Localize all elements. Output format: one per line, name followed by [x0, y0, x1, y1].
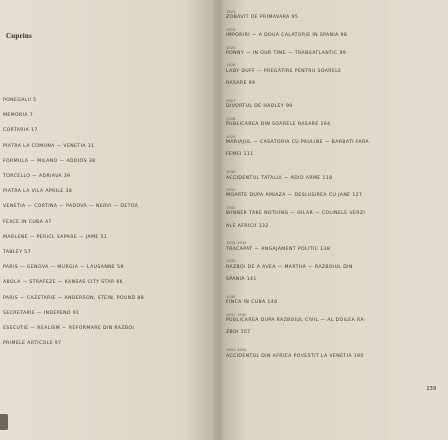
toc-entry: [226, 10, 298, 21]
toc-entry: [3, 144, 94, 149]
entry-title: MOARTE DUPA AMIAZA — DESLUSIREA CU JANE 127: [226, 193, 363, 199]
toc-entry: [3, 311, 79, 316]
toc-entry: [3, 113, 33, 118]
entry-year: 1923: [226, 10, 236, 14]
toc-entry: [226, 277, 257, 282]
toc-entry: [3, 341, 61, 346]
entry-title: ZBOI 157: [226, 330, 251, 336]
left-page: [0, 0, 218, 440]
entry-title: RAZBOI DE A AVEA — MARTHA — RAZBOIUL DIN: [226, 264, 353, 270]
toc-entry: [226, 188, 362, 199]
toc-entry: [3, 174, 70, 179]
entry-title: SECRETARIE — INDEPEND 91: [3, 310, 80, 316]
toc-entry: [226, 63, 341, 74]
toc-entry: [3, 250, 31, 255]
entry-title: WINNER TAKE NOTHING — HILAR — COLINELE VERZI: [226, 211, 366, 217]
toc-entry: [226, 152, 254, 157]
entry-year: 1927: [226, 99, 236, 103]
entry-title: PARIS — CAZETARIE — ANDERSON, STEIN, POUND 88: [3, 295, 145, 301]
entry-title: TORCELLO — ADRIAVA 39: [3, 174, 71, 179]
toc-entry: [226, 81, 255, 86]
page-number: 239: [426, 386, 436, 392]
entry-title: IMPORIRI — A DOUA CALATORIE IN SPANIA 98: [226, 33, 348, 39]
toc-entry: [226, 135, 369, 146]
toc-entry: [3, 159, 95, 164]
entry-title: VENETIA — CORTINA — PADOVA — NERVI — DETOA: [3, 204, 139, 210]
entry-title: CORTARIA 17: [3, 128, 38, 134]
entry-title: RASARE 99: [226, 81, 256, 87]
toc-entry: [3, 265, 124, 270]
entry-title: ZOBAVIT DE PRIMAVARA 95: [226, 15, 299, 21]
entry-title: PIATRA LA VILA APRILE 38: [3, 189, 73, 195]
entry-title: FEMEI 111: [226, 152, 254, 158]
toc-entry: [3, 98, 36, 103]
entry-title: PUBLICAREA DIN SOARELE RASARE 104: [226, 122, 331, 128]
entry-title: ACCIDENTUL DIN AFRICA POVESTIT LA VENETIA 190: [226, 353, 364, 359]
toc-entry: [3, 189, 72, 194]
toc-entry: [226, 206, 365, 217]
entry-year: 1935: [226, 259, 236, 264]
entry-title: SPANIA 141: [226, 277, 257, 282]
toc-entry: [226, 348, 364, 359]
toc-entry: [226, 259, 353, 270]
toc-entry: [226, 46, 346, 57]
toc-entry: [3, 235, 107, 240]
entry-title: ABOLA — STRAFEZE — KANSAS CITY STAR 66: [3, 280, 123, 286]
entry-year: 1924: [226, 27, 236, 32]
toc-entry: [3, 128, 38, 133]
toc-entry: [3, 280, 123, 285]
entry-title: TABLEY 57: [3, 250, 31, 255]
entry-title: MEMORIA 7: [3, 113, 34, 119]
entry-year: 1936: [226, 294, 236, 299]
entry-title: LADY DUFF — PREGATIRE PENTRU SOARELE: [226, 68, 342, 74]
entry-title: MARLENE — PERICL SAPARE — JAME 51: [3, 234, 108, 240]
entry-title: PRIMELE ARTICOLE 97: [3, 341, 62, 347]
entry-title: PUBLICAREA DUPA RAZBOIUL CIVIL — AL DOILEA RA-: [226, 318, 366, 323]
entry-year: 1933-1934: [226, 241, 247, 246]
entry-title: FEXCE IN CUBA 47: [3, 219, 52, 225]
entry-year: 1941-1945: [226, 348, 247, 353]
toc-entry: [226, 117, 330, 128]
right-page: [218, 0, 448, 440]
toc-entry: [226, 295, 277, 306]
bookmark-tab: [0, 414, 8, 430]
entry-title: ESECUTIE — REALISM — REFORMARE DIN RAZBOI: [3, 326, 135, 331]
toc-entry: [226, 241, 330, 252]
entry-title: PIATRA LA COMUNA — VENETIA 31: [3, 143, 95, 149]
book-spine: [214, 0, 222, 440]
toc-entry: [226, 28, 347, 39]
toc-entry: [226, 170, 332, 181]
toc-entry: [3, 296, 144, 301]
entry-title: PONEGALII 5: [3, 98, 37, 103]
toc-entry: [3, 220, 52, 225]
toc-entry: [226, 99, 293, 110]
entry-year: 1930: [226, 170, 236, 175]
entry-title: FORMULA — MILANO — ADDIOS 38: [3, 158, 96, 164]
entry-title: FINCA IN CUBA 148: [226, 300, 278, 306]
entry-year: 1925: [226, 45, 236, 50]
entry-title: DIVORTUL DE HADLEY 99: [226, 104, 293, 110]
entry-year: 1931: [226, 188, 236, 192]
entry-title: TRACAPAT — ANGAJAMENT POLITIC 138: [226, 246, 331, 252]
entry-year: 1928: [226, 116, 236, 121]
entry-title: MARIAJUL — CASATORIA CU PAULINE — BARBATI FARA: [226, 140, 370, 145]
toc-entry: [3, 204, 138, 209]
entry-title: PONNY — IN OUR TIME — TRANSATLANTIC 99: [226, 51, 347, 56]
toc-entry: [226, 313, 366, 324]
entry-title: ACCIDENTUL TATALUI — ADIO ARME 118: [226, 175, 333, 181]
entry-title: ALE AFRICII 132: [226, 223, 269, 229]
page-title: Cuprins: [6, 32, 32, 40]
toc-entry: [3, 326, 134, 331]
entry-year: 1932: [226, 205, 236, 210]
entry-title: PARIS — GENOVA — MURGIA — LAUSANNE 59: [3, 265, 124, 271]
toc-entry: [226, 224, 269, 229]
toc-entry: [226, 330, 251, 335]
entry-year: 1929: [226, 134, 236, 139]
entry-year: 1937-1940: [226, 312, 247, 317]
entry-year: 1926: [226, 63, 236, 68]
